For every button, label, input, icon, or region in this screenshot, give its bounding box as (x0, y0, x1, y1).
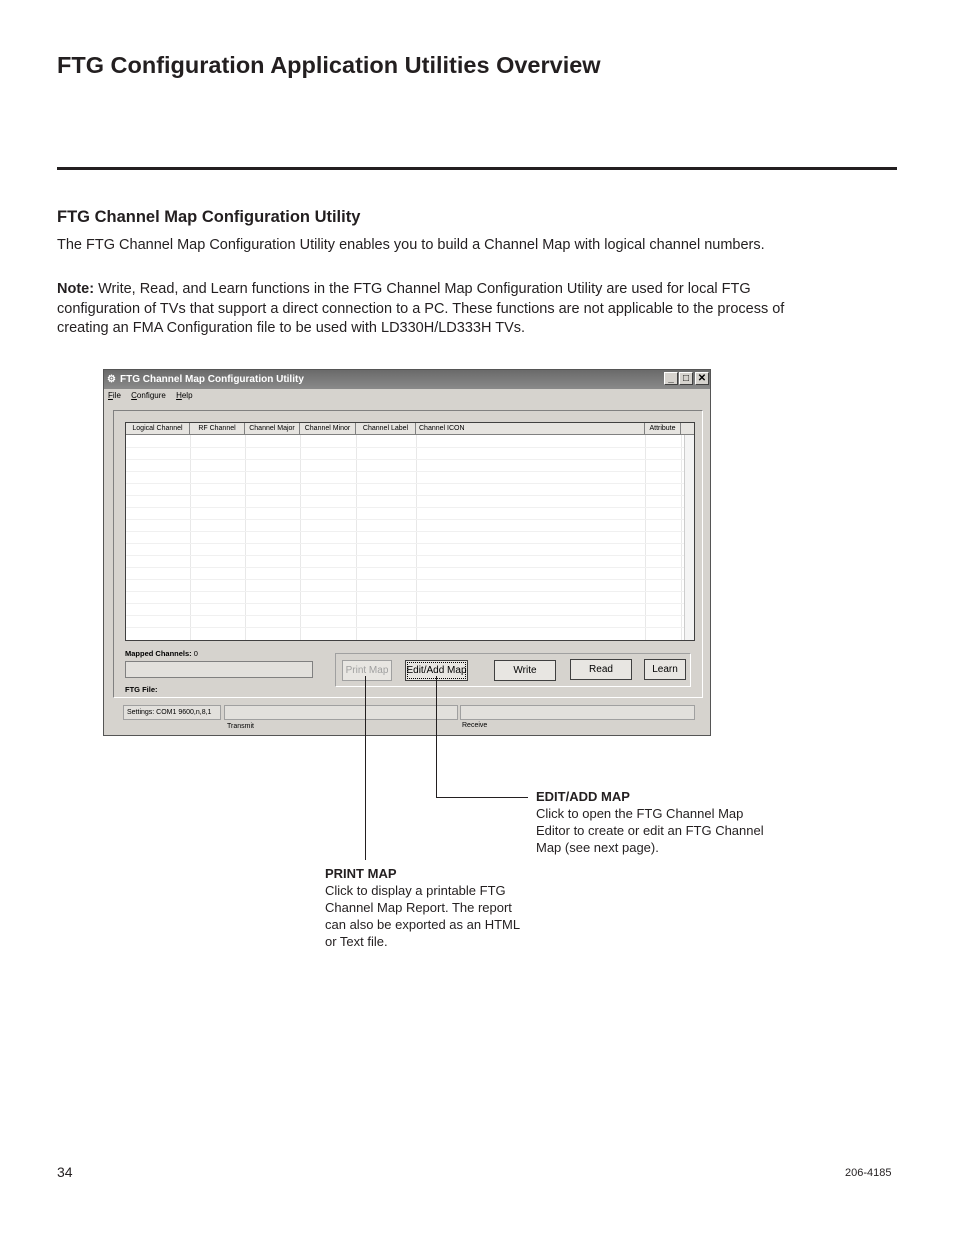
minimize-icon[interactable]: _ (664, 372, 678, 385)
print-map-callout (325, 865, 525, 950)
edit-add-map-button[interactable]: Edit/Add Map (405, 660, 468, 681)
print-map-leader (365, 676, 366, 860)
channel-table[interactable] (125, 422, 695, 641)
menu-bar (108, 391, 201, 400)
section-title: FTG Channel Map Configuration Utility (57, 208, 361, 226)
grid-row-line (126, 459, 695, 460)
grid-column-line (356, 435, 357, 641)
column-header-filler (681, 423, 695, 435)
grid-column-line (681, 435, 682, 641)
status-settings: Settings: COM1 9600,n,8,1 (123, 705, 221, 720)
print-map-button[interactable]: Print Map (342, 660, 392, 681)
grid-row-line (126, 567, 695, 568)
grid-row-line (126, 591, 695, 592)
page-title: FTG Configuration Application Utilities Overview (57, 52, 601, 78)
transmit-label: Transmit (227, 723, 254, 730)
grid-column-line (645, 435, 646, 641)
column-header-channel-icon[interactable]: Channel ICON (416, 423, 645, 435)
grid-row-line (126, 531, 695, 532)
grid-row-line (126, 471, 695, 472)
status-transmit-panel (224, 705, 458, 720)
column-header-logical-channel[interactable]: Logical Channel (126, 423, 190, 435)
column-header-channel-label[interactable]: Channel Label (356, 423, 416, 435)
edit-add-map-leader-vertical (436, 676, 437, 797)
ftg-file-label: FTG File: (125, 685, 158, 694)
close-icon[interactable]: ✕ (695, 372, 709, 385)
grid-column-line (300, 435, 301, 641)
grid-row-line (126, 579, 695, 580)
note-paragraph (57, 280, 797, 339)
column-header-rf-channel[interactable]: RF Channel (190, 423, 245, 435)
note-label: Note: (57, 281, 95, 297)
edit-add-map-callout (536, 788, 766, 856)
grid-column-line (190, 435, 191, 641)
grid-row-line (126, 519, 695, 520)
edit-add-map-callout-text: Click to open the FTG Channel Map Editor to create or edit an FTG Channel Map (see next page). (536, 806, 764, 855)
title-rule (57, 167, 897, 170)
page-number: 34 (57, 1164, 73, 1180)
grid-row-line (126, 615, 695, 616)
menu-configure[interactable]: Configure (131, 391, 166, 400)
write-button[interactable]: Write (494, 660, 556, 681)
edit-add-map-leader-horizontal (436, 797, 528, 798)
grid-row-line (126, 603, 695, 604)
mapped-channels-field (125, 661, 313, 678)
intro-paragraph: The FTG Channel Map Configuration Utility enables you to build a Channel Map with logical channel numbers. (57, 237, 765, 253)
button-group (335, 653, 691, 687)
receive-label: Receive (462, 722, 488, 729)
grid-row-line (126, 555, 695, 556)
table-scrollbar[interactable] (684, 435, 694, 640)
maximize-icon[interactable]: □ (679, 372, 693, 385)
utility-window (103, 369, 711, 736)
grid-row-line (126, 495, 695, 496)
grid-row-line (126, 483, 695, 484)
grid-row-line (126, 543, 695, 544)
app-icon: ⚙ (107, 374, 116, 385)
document-number: 206-4185 (845, 1167, 892, 1179)
grid-column-line (245, 435, 246, 641)
print-map-callout-text: Click to display a printable FTG Channel Map Report. The report can also be exported as an HTML or Text file. (325, 883, 520, 949)
status-receive-panel (460, 705, 695, 720)
menu-file[interactable]: File (108, 391, 121, 400)
grid-row-line (126, 447, 695, 448)
status-bar (123, 705, 695, 730)
print-map-callout-title: PRINT MAP (325, 866, 397, 881)
grid-column-line (416, 435, 417, 641)
read-button[interactable]: Read (570, 659, 632, 680)
mapped-channels-label: Mapped Channels: 0 (125, 649, 198, 658)
menu-help[interactable]: Help (176, 391, 193, 400)
grid-row-line (126, 507, 695, 508)
window-titlebar[interactable] (104, 370, 710, 389)
grid-row-line (126, 627, 695, 628)
mapped-channels-count: 0 (193, 649, 198, 658)
column-header-channel-minor[interactable]: Channel Minor (300, 423, 356, 435)
edit-add-map-callout-title: EDIT/ADD MAP (536, 789, 630, 804)
note-text: Write, Read, and Learn functions in the FTG Channel Map Configuration Utility are used for local FTG configuration of TVs that support a direct connection to a PC. These functions are not applicable to the process of creating an FMA Configuration file to be used with LD330H/LD333H TVs. (57, 281, 785, 336)
column-header-attribute[interactable]: Attribute (645, 423, 681, 435)
column-header-channel-major[interactable]: Channel Major (245, 423, 300, 435)
learn-button[interactable]: Learn (644, 659, 686, 680)
window-title: FTG Channel Map Configuration Utility (120, 374, 304, 385)
